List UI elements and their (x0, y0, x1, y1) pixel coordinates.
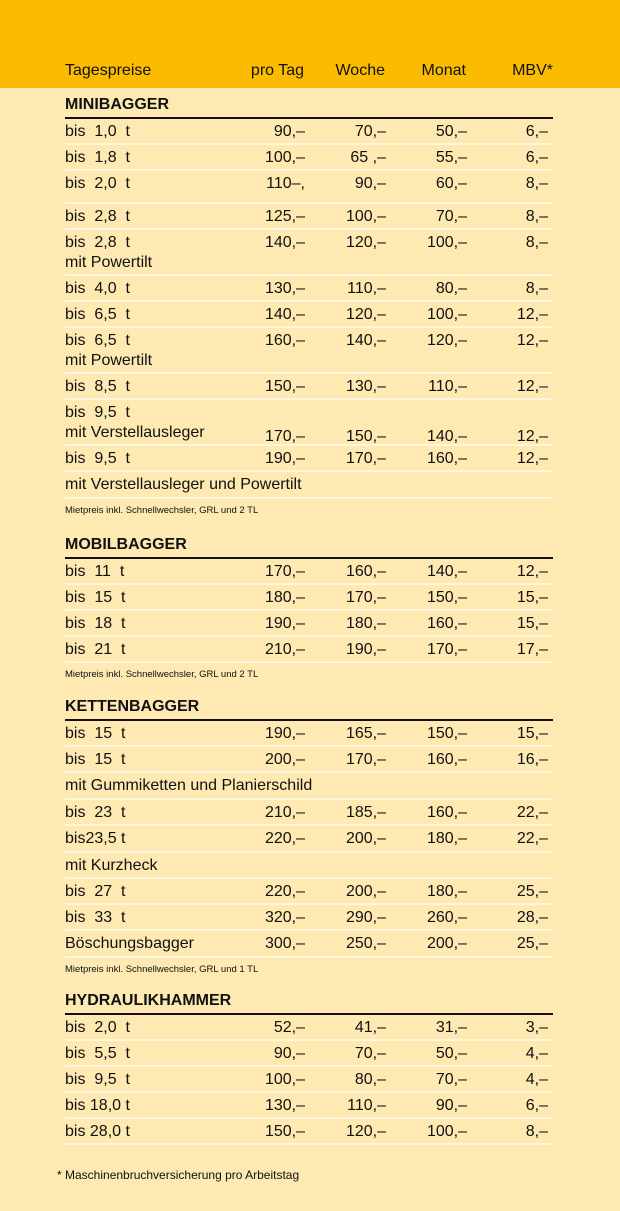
row-sublabel: mit Powertilt (65, 254, 153, 271)
price-monat: 160,– (426, 751, 467, 768)
price-tag: 140,– (264, 306, 305, 323)
row-label: bis 28,0 t (65, 1123, 130, 1140)
section-note: Mietpreis inkl. Schnellwechsler, GRL und 1 TL (65, 964, 259, 975)
price-mbv: 12,– (516, 378, 548, 395)
table-row (65, 230, 553, 276)
row-label: mit Verstellausleger und Powertilt (65, 476, 302, 493)
footnote: * Maschinenbruchversicherung pro Arbeitstag (57, 1168, 300, 1182)
price-tag: 150,– (264, 1123, 305, 1140)
price-mbv: 8,– (525, 280, 548, 297)
price-monat: 50,– (435, 123, 467, 140)
row-label: bis 2,0 t (65, 1019, 130, 1036)
price-mbv: 15,– (516, 725, 548, 742)
row-label: bis 1,8 t (65, 149, 130, 166)
price-tag: 210,– (264, 641, 305, 658)
table-row (65, 446, 553, 472)
price-tag: 300,– (264, 935, 305, 952)
price-woche: 250,– (345, 935, 386, 952)
row-label: bis 4,0 t (65, 280, 130, 297)
section-title: KETTENBAGGER (65, 696, 553, 721)
row-label: bis23,5 t (65, 830, 126, 847)
section-kettenbagger (65, 696, 553, 982)
row-label: bis 9,5 t (65, 404, 130, 421)
price-mbv: 3,– (525, 1019, 548, 1036)
row-label: bis 18,0 t (65, 1097, 130, 1114)
row-label: Böschungsbagger (65, 935, 194, 952)
price-mbv: 12,– (516, 332, 548, 349)
price-monat: 70,– (435, 1071, 467, 1088)
price-monat: 160,– (426, 615, 467, 632)
price-woche: 110,– (347, 280, 386, 297)
price-mbv: 17,– (516, 641, 548, 658)
row-label: bis 9,5 t (65, 450, 130, 467)
price-tag: 220,– (264, 883, 305, 900)
price-monat: 150,– (426, 589, 467, 606)
price-woche: 70,– (354, 1045, 386, 1062)
table-row (65, 637, 553, 663)
price-tag: 190,– (264, 725, 305, 742)
price-mbv: 25,– (516, 935, 548, 952)
price-woche: 200,– (345, 883, 386, 900)
price-tag: 210,– (264, 804, 305, 821)
price-monat: 160,– (426, 450, 467, 467)
price-mbv: 6,– (525, 149, 548, 166)
price-mbv: 8,– (525, 208, 548, 225)
price-tag: 190,– (264, 450, 305, 467)
section-minibagger (65, 94, 553, 523)
price-mbv: 6,– (525, 123, 548, 140)
row-label: bis 15 t (65, 725, 126, 742)
price-tag: 90,– (273, 123, 305, 140)
table-row (65, 1041, 553, 1067)
table-row (65, 721, 553, 747)
price-mbv: 8,– (525, 1123, 548, 1140)
price-monat: 200,– (426, 935, 467, 952)
price-tag: 180,– (264, 589, 305, 606)
price-tag: 140,– (264, 234, 305, 251)
row-label: bis 8,5 t (65, 378, 130, 395)
price-tag: 100,– (264, 149, 305, 166)
price-woche: 200,– (345, 830, 386, 847)
price-woche: 90,– (354, 175, 386, 192)
table-row (65, 145, 553, 171)
price-mbv: 4,– (525, 1071, 548, 1088)
price-monat: 31,– (435, 1019, 467, 1036)
price-monat: 100,– (426, 306, 467, 323)
table-row (65, 1119, 553, 1145)
price-tag: 130,– (264, 280, 305, 297)
price-monat: 170,– (426, 641, 467, 658)
price-woche: 170,– (345, 450, 386, 467)
price-monat: 70,– (435, 208, 467, 225)
price-monat: 150,– (426, 725, 467, 742)
column-header-woche: Woche (335, 62, 385, 79)
price-monat: 55,– (435, 149, 467, 166)
price-mbv: 12,– (516, 450, 548, 467)
table-row (65, 747, 553, 773)
price-monat: 50,– (435, 1045, 467, 1062)
section-mobilbagger (65, 534, 553, 687)
row-label: bis 15 t (65, 589, 126, 606)
price-woche: 70,– (354, 123, 386, 140)
table-row (65, 328, 553, 374)
price-woche: 120,– (345, 306, 386, 323)
table-row (65, 400, 553, 446)
price-tag: 190,– (264, 615, 305, 632)
price-woche: 290,– (345, 909, 386, 926)
table-row (65, 585, 553, 611)
price-tag: 150,– (264, 378, 305, 395)
price-monat: 180,– (426, 830, 467, 847)
price-tag: 130,– (264, 1097, 305, 1114)
price-mbv: 15,– (516, 615, 548, 632)
price-woche: 190,– (345, 641, 386, 658)
price-tag: 90,– (273, 1045, 305, 1062)
row-label: bis 2,8 t (65, 208, 130, 225)
price-mbv: 15,– (516, 589, 548, 606)
price-monat: 140,– (426, 428, 467, 445)
table-row (65, 119, 553, 145)
price-woche: 140,– (345, 332, 386, 349)
table-row (65, 171, 553, 204)
price-mbv: 8,– (525, 175, 548, 192)
price-mbv: 25,– (516, 883, 548, 900)
table-row (65, 559, 553, 585)
table-row (65, 800, 553, 826)
row-label: bis 11 t (65, 563, 125, 580)
price-tag: 170,– (264, 428, 305, 445)
price-tag: 110–, (266, 175, 305, 192)
price-tag: 160,– (264, 332, 305, 349)
price-woche: 185,– (345, 804, 386, 821)
row-label: bis 15 t (65, 751, 126, 768)
row-label: bis 27 t (65, 883, 126, 900)
price-woche: 100,– (345, 208, 386, 225)
table-row (65, 302, 553, 328)
price-tag: 170,– (264, 563, 305, 580)
table-row (65, 905, 553, 931)
table-row (65, 1067, 553, 1093)
price-tag: 220,– (264, 830, 305, 847)
price-mbv: 22,– (516, 804, 548, 821)
price-woche: 150,– (345, 428, 386, 445)
row-label: bis 6,5 t (65, 306, 130, 323)
section-title: MOBILBAGGER (65, 534, 553, 559)
column-header-tag: pro Tag (250, 62, 304, 79)
price-monat: 140,– (426, 563, 467, 580)
table-row (65, 1015, 553, 1041)
price-monat: 260,– (426, 909, 467, 926)
price-mbv: 8,– (525, 234, 548, 251)
price-monat: 180,– (426, 883, 467, 900)
price-monat: 160,– (426, 804, 467, 821)
price-mbv: 12,– (516, 428, 548, 445)
row-label: bis 2,8 t (65, 234, 130, 251)
row-sublabel: mit Verstellausleger (65, 424, 205, 441)
price-mbv: 28,– (516, 909, 548, 926)
price-monat: 60,– (435, 175, 467, 192)
price-woche: 65 ,– (350, 149, 386, 166)
table-row (65, 931, 553, 958)
table-row (65, 276, 553, 302)
row-label: bis 9,5 t (65, 1071, 130, 1088)
price-woche: 120,– (345, 1123, 386, 1140)
table-row (65, 853, 553, 879)
section-note: Mietpreis inkl. Schnellwechsler, GRL und 2 TL (65, 669, 259, 680)
row-label: mit Kurzheck (65, 857, 158, 874)
row-label: bis 23 t (65, 804, 126, 821)
table-row (65, 611, 553, 637)
column-header (0, 62, 620, 84)
price-monat: 100,– (426, 1123, 467, 1140)
price-woche: 41,– (354, 1019, 386, 1036)
price-tag: 125,– (264, 208, 305, 225)
price-tag: 100,– (264, 1071, 305, 1088)
price-woche: 170,– (345, 751, 386, 768)
price-mbv: 16,– (516, 751, 548, 768)
table-row (65, 879, 553, 905)
table-row (65, 826, 553, 853)
price-monat: 120,– (426, 332, 467, 349)
section-title: MINIBAGGER (65, 94, 553, 119)
price-monat: 90,– (435, 1097, 467, 1114)
row-sublabel: mit Powertilt (65, 352, 153, 369)
price-woche: 130,– (345, 378, 386, 395)
table-row (65, 773, 553, 800)
table-row (65, 472, 553, 499)
price-mbv: 6,– (525, 1097, 548, 1114)
price-woche: 165,– (345, 725, 386, 742)
price-woche: 120,– (345, 234, 386, 251)
price-woche: 110,– (347, 1097, 386, 1114)
price-monat: 80,– (435, 280, 467, 297)
price-woche: 80,– (354, 1071, 386, 1088)
column-header-mbv: MBV* (512, 62, 553, 79)
price-monat: 110,– (428, 378, 467, 395)
price-tag: 200,– (264, 751, 305, 768)
column-header-label: Tagespreise (65, 62, 152, 79)
price-mbv: 4,– (525, 1045, 548, 1062)
row-label: mit Gummiketten und Planierschild (65, 777, 313, 794)
section-note: Mietpreis inkl. Schnellwechsler, GRL und 2 TL (65, 505, 259, 516)
row-label: bis 21 t (65, 641, 126, 658)
section-title: HYDRAULIKHAMMER (65, 990, 553, 1015)
price-mbv: 12,– (516, 306, 548, 323)
price-monat: 100,– (426, 234, 467, 251)
table-row (65, 204, 553, 230)
price-mbv: 22,– (516, 830, 548, 847)
row-label: bis 18 t (65, 615, 126, 632)
row-label: bis 33 t (65, 909, 126, 926)
price-woche: 160,– (345, 563, 386, 580)
row-label: bis 1,0 t (65, 123, 130, 140)
price-tag: 52,– (273, 1019, 305, 1036)
column-header-monat: Monat (421, 62, 466, 79)
table-row (65, 374, 553, 400)
row-label: bis 6,5 t (65, 332, 130, 349)
price-woche: 180,– (345, 615, 386, 632)
row-label: bis 2,0 t (65, 175, 130, 192)
row-label: bis 5,5 t (65, 1045, 130, 1062)
price-mbv: 12,– (516, 563, 548, 580)
price-woche: 170,– (345, 589, 386, 606)
price-tag: 320,– (264, 909, 305, 926)
section-hydraulikhammer (65, 990, 553, 1145)
table-row (65, 1093, 553, 1119)
